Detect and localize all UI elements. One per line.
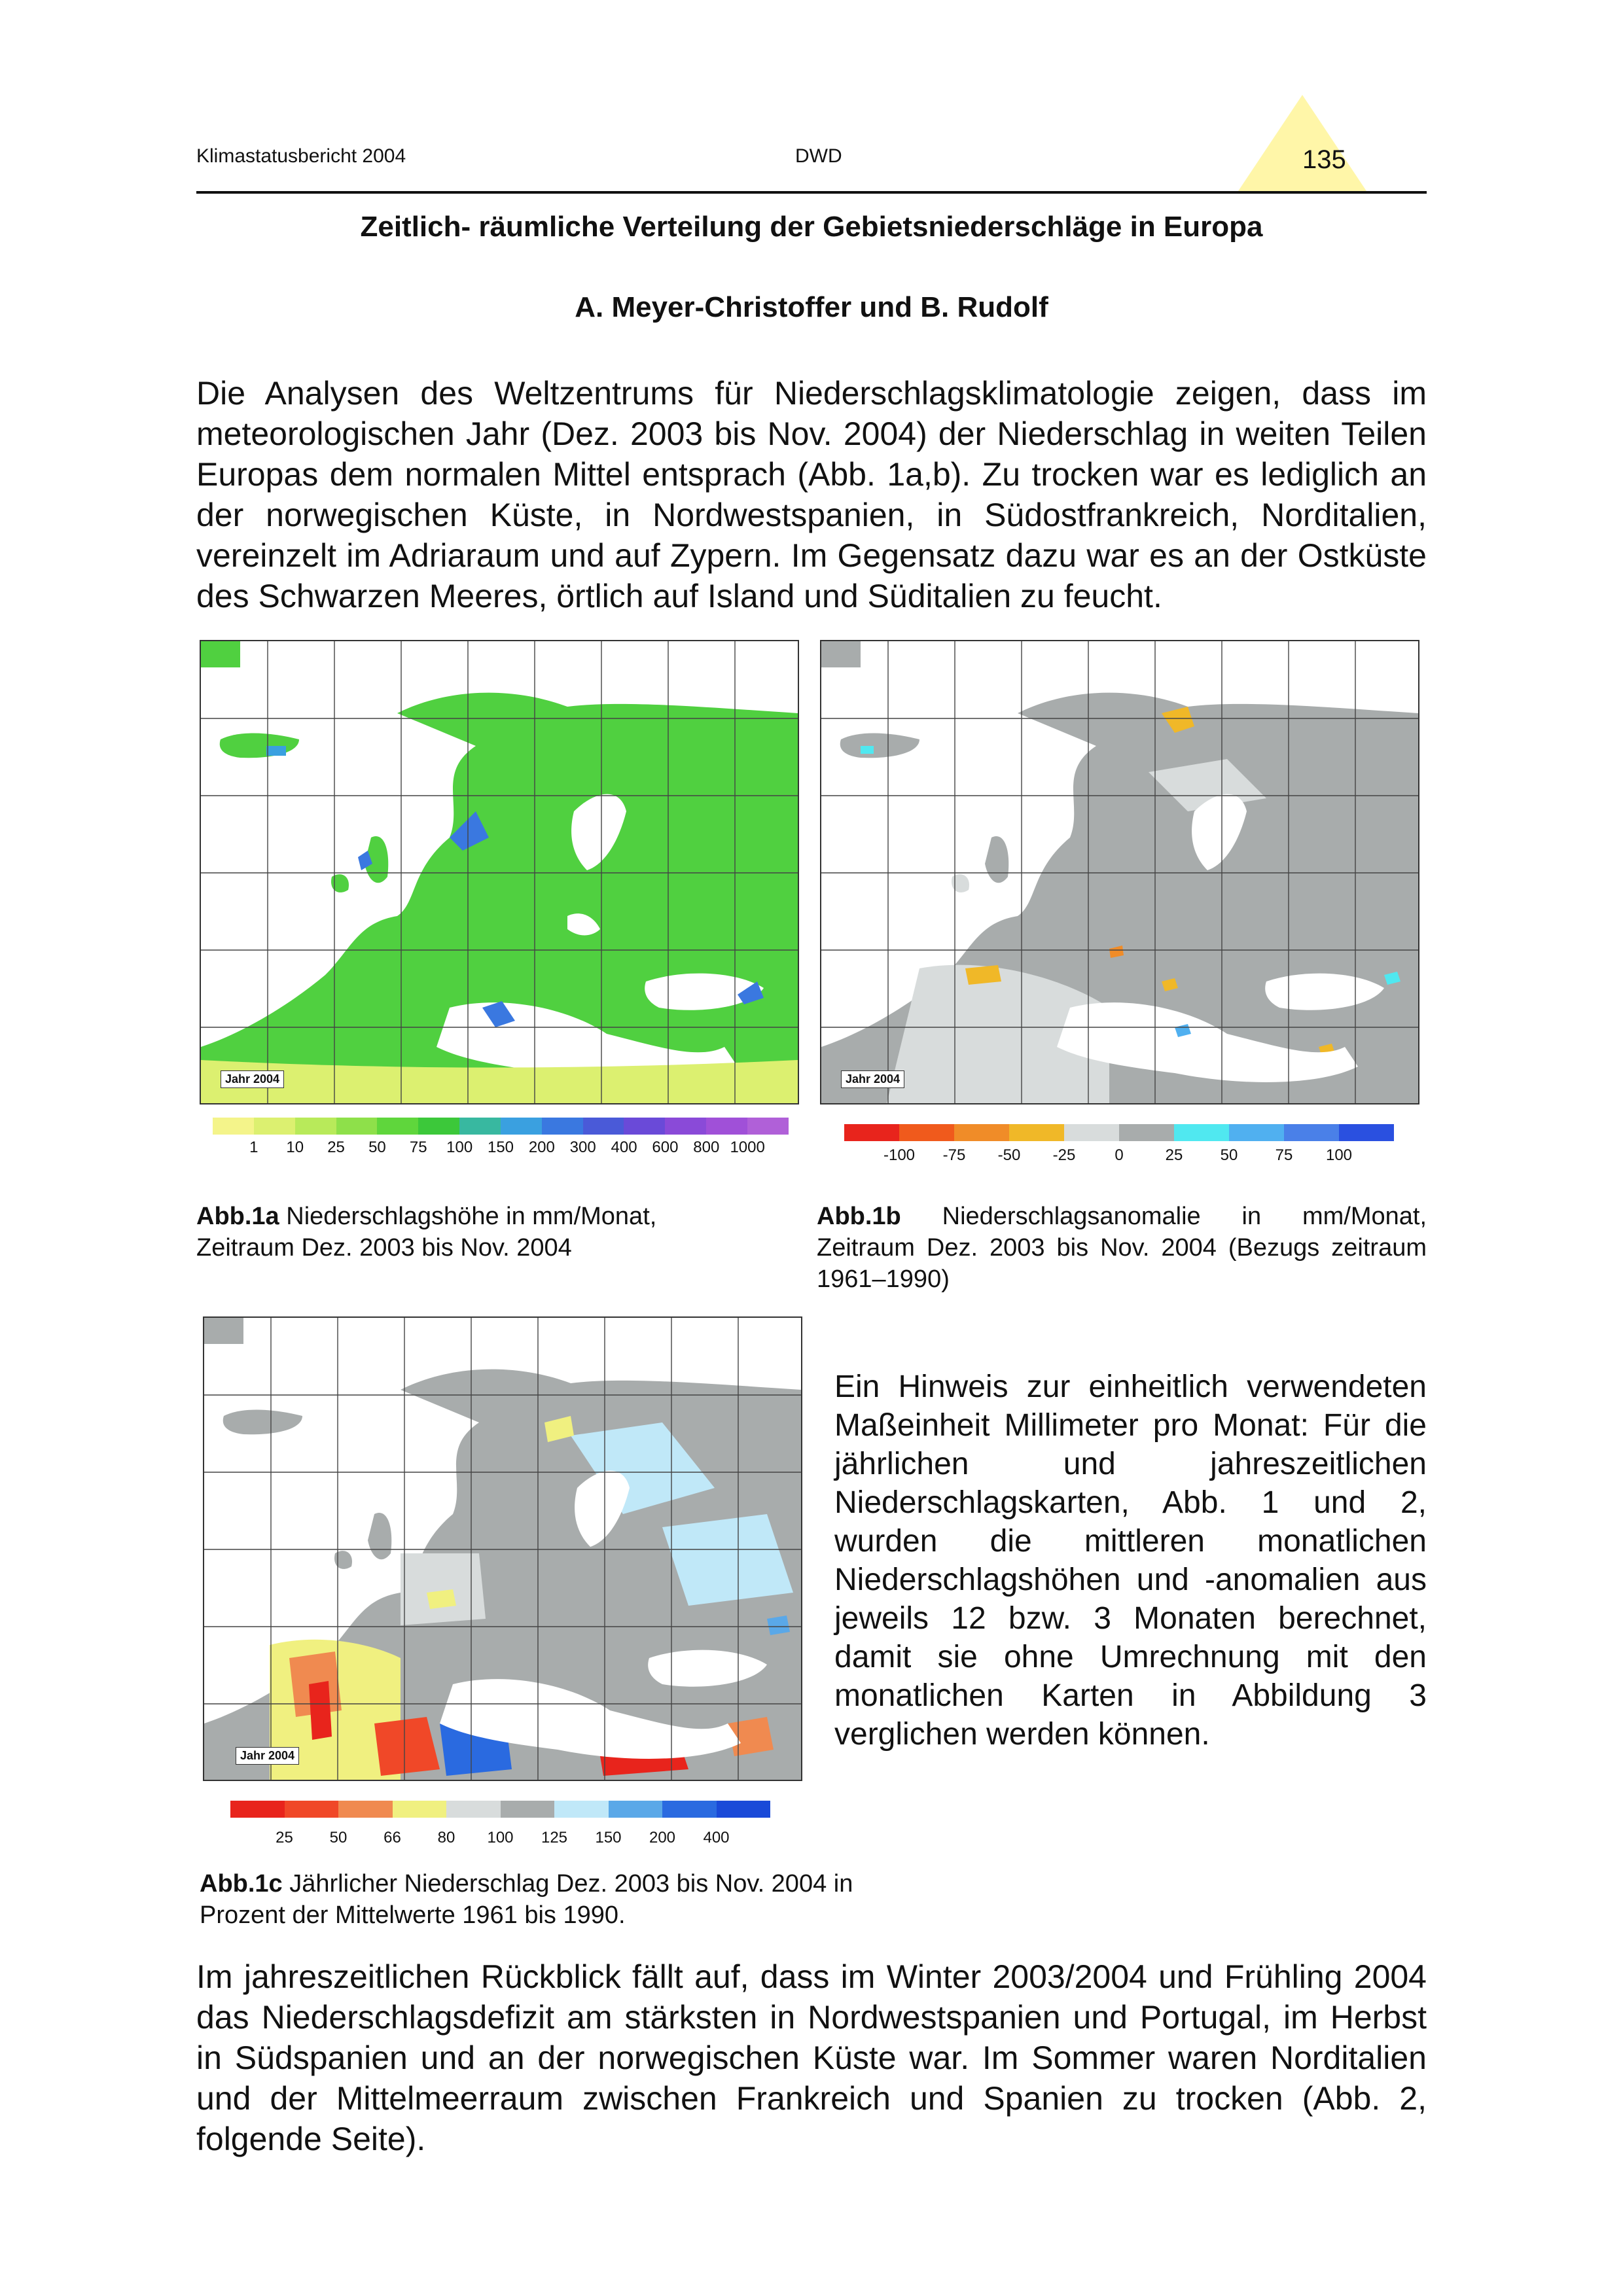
legend-label: 200 [649, 1829, 676, 1846]
legend-swatch [446, 1801, 501, 1818]
legend-label: -50 [997, 1146, 1021, 1164]
page-title: Zeitlich- räumliche Verteilung der Gebietsniederschläge in Europa [360, 211, 1263, 243]
caption-abb1b [817, 1201, 1427, 1295]
legend-swatch [609, 1801, 663, 1818]
intro-paragraph: Die Analysen des Weltzentrums für Niederschlagsklimatologie zeigen, dass im meteorologischen Jahr (Dez. 2003 bis Nov. 2004) der Niederschlag in weiten Teilen Europas dem normalen Mittel entsprach (Abb. 1a,b). Zu trocken war es lediglich an der norwegischen Küste, in Nordwestspanien, in Südostfrankreich, Norditalien, vereinzelt im Adriaraum und auf Zypern. Im Gegensatz dazu war es an der Ostküste des Schwarzen Meeres, örtlich auf Island und Süditalien zu feucht. [196, 375, 1427, 614]
legend-swatch [230, 1801, 285, 1818]
legend-label: 150 [595, 1829, 622, 1846]
header-center: DWD [795, 145, 842, 167]
caption-abb1a [196, 1201, 720, 1263]
legend-swatch [665, 1118, 706, 1135]
legend-swatch [1009, 1124, 1064, 1141]
legend-swatch [393, 1801, 447, 1818]
legend-swatch [295, 1118, 336, 1135]
map-a-legend [213, 1118, 789, 1135]
legend-label: 25 [276, 1829, 293, 1846]
header-left: Klimastatusbericht 2004 [196, 145, 406, 167]
caption-abb1c-label: Abb.1c [200, 1870, 283, 1898]
map-precipitation-percent [203, 1316, 802, 1781]
legend-label: 125 [541, 1829, 568, 1846]
legend-label: 25 [1165, 1146, 1183, 1164]
legend-swatch [624, 1118, 665, 1135]
legend-swatch [706, 1118, 747, 1135]
legend-label: 1 [249, 1139, 259, 1156]
legend-label: 50 [1220, 1146, 1238, 1164]
legend-swatch [459, 1118, 501, 1135]
legend-swatch [554, 1801, 609, 1818]
legend-label: 25 [327, 1139, 345, 1156]
legend-swatch [501, 1118, 542, 1135]
legend-swatch [418, 1118, 459, 1135]
map-a-legend-labels [213, 1139, 789, 1158]
legend-label: 400 [703, 1829, 730, 1846]
caption-abb1b-label: Abb.1b [817, 1203, 901, 1230]
legend-label: 600 [652, 1139, 679, 1156]
page-number-triangle [1237, 95, 1368, 193]
legend-label: 50 [368, 1139, 386, 1156]
legend-label: 50 [329, 1829, 348, 1846]
caption-abb1c [200, 1868, 887, 1931]
legend-swatch [1064, 1124, 1119, 1141]
authors: A. Meyer-Christoffer und B. Rudolf [575, 291, 1048, 323]
legend-label: 0 [1115, 1146, 1124, 1164]
legend-swatch [844, 1124, 899, 1141]
legend-label: 800 [693, 1139, 720, 1156]
legend-swatch [213, 1118, 254, 1135]
map-c-year-label: Jahr 2004 [236, 1747, 299, 1765]
map-b-year-label: Jahr 2004 [841, 1070, 904, 1088]
legend-label: 100 [446, 1139, 473, 1156]
legend-label: 1000 [730, 1139, 765, 1156]
legend-swatch [501, 1801, 555, 1818]
map-b-legend [844, 1124, 1394, 1141]
legend-label: -25 [1052, 1146, 1076, 1164]
caption-abb1c-text: Jährlicher Niederschlag Dez. 2003 bis Nov. 2004 in Prozent der Mittelwerte 1961 bis 1990. [200, 1870, 853, 1929]
legend-swatch [747, 1118, 789, 1135]
legend-label: 100 [487, 1829, 514, 1846]
legend-swatch [1119, 1124, 1174, 1141]
legend-swatch [717, 1801, 771, 1818]
legend-swatch [254, 1118, 295, 1135]
legend-swatch [542, 1118, 583, 1135]
legend-label: 400 [611, 1139, 637, 1156]
map-b-legend-labels [844, 1146, 1394, 1166]
map-c-legend-labels [230, 1829, 770, 1848]
legend-swatch [1174, 1124, 1229, 1141]
map-c-legend [230, 1801, 770, 1818]
legend-swatch [583, 1118, 624, 1135]
legend-label: 75 [409, 1139, 427, 1156]
caption-abb1b-text: Niederschlagsanomalie in mm/Monat, Zeitraum Dez. 2003 bis Nov. 2004 (Bezugs zeitraum 1961–1990) [817, 1203, 1427, 1293]
legend-label: -100 [883, 1146, 916, 1164]
page-number: 135 [1302, 145, 1346, 174]
legend-label: 66 [383, 1829, 401, 1846]
legend-swatch [285, 1801, 339, 1818]
map-a-year-label: Jahr 2004 [221, 1070, 284, 1088]
map-precipitation-height [200, 640, 799, 1104]
legend-label: 200 [528, 1139, 555, 1156]
legend-swatch [1229, 1124, 1284, 1141]
map-a-graphic [201, 641, 798, 1103]
caption-abb1a-label: Abb.1a [196, 1203, 279, 1230]
legend-label: 75 [1275, 1146, 1293, 1164]
legend-label: 100 [1325, 1146, 1353, 1164]
header-rule [196, 191, 1427, 194]
legend-label: 300 [569, 1139, 596, 1156]
legend-label: 80 [437, 1829, 455, 1846]
outro-paragraph: Im jahreszeitlichen Rückblick fällt auf, dass im Winter 2003/2004 und Frühling 2004 das Niederschlagsdefizit am stärksten in Nordwestspanien und Portugal, im Herbst in Südspanien und an der norwegischen Küste war. Im Sommer waren Norditalien und der Mittelmeerraum zwischen Frankreich und Spanien zu trocken (Abb. 2, folgende Seite). [196, 1958, 1427, 2157]
legend-swatch [954, 1124, 1009, 1141]
caption-abb1a-text: Niederschlagshöhe in mm/Monat, Zeitraum Dez. 2003 bis Nov. 2004 [196, 1203, 657, 1262]
legend-label: 150 [487, 1139, 514, 1156]
legend-label: 10 [286, 1139, 304, 1156]
legend-swatch [338, 1801, 393, 1818]
map-b-graphic [821, 641, 1418, 1103]
map-c-graphic [204, 1318, 801, 1780]
legend-swatch [899, 1124, 954, 1141]
legend-swatch [662, 1801, 717, 1818]
legend-label: -75 [942, 1146, 966, 1164]
side-paragraph: Ein Hinweis zur einheitlich verwendeten Maßeinheit Millimeter pro Monat: Für die jährlichen und jahreszeitlichen Niederschlagskarten, Abb. 1 und 2, wurden die mittleren monatlichen Niederschlagshöhen und -anomalien aus jeweils 12 bzw. 3 Monaten berechnet, damit sie ohne Umrechnung mit den monatlichen Karten in Abbildung 3 verglichen werden können. [834, 1369, 1427, 1752]
legend-swatch [336, 1118, 378, 1135]
legend-swatch [377, 1118, 418, 1135]
legend-swatch [1339, 1124, 1394, 1141]
map-precipitation-anomaly [820, 640, 1419, 1104]
legend-swatch [1284, 1124, 1339, 1141]
